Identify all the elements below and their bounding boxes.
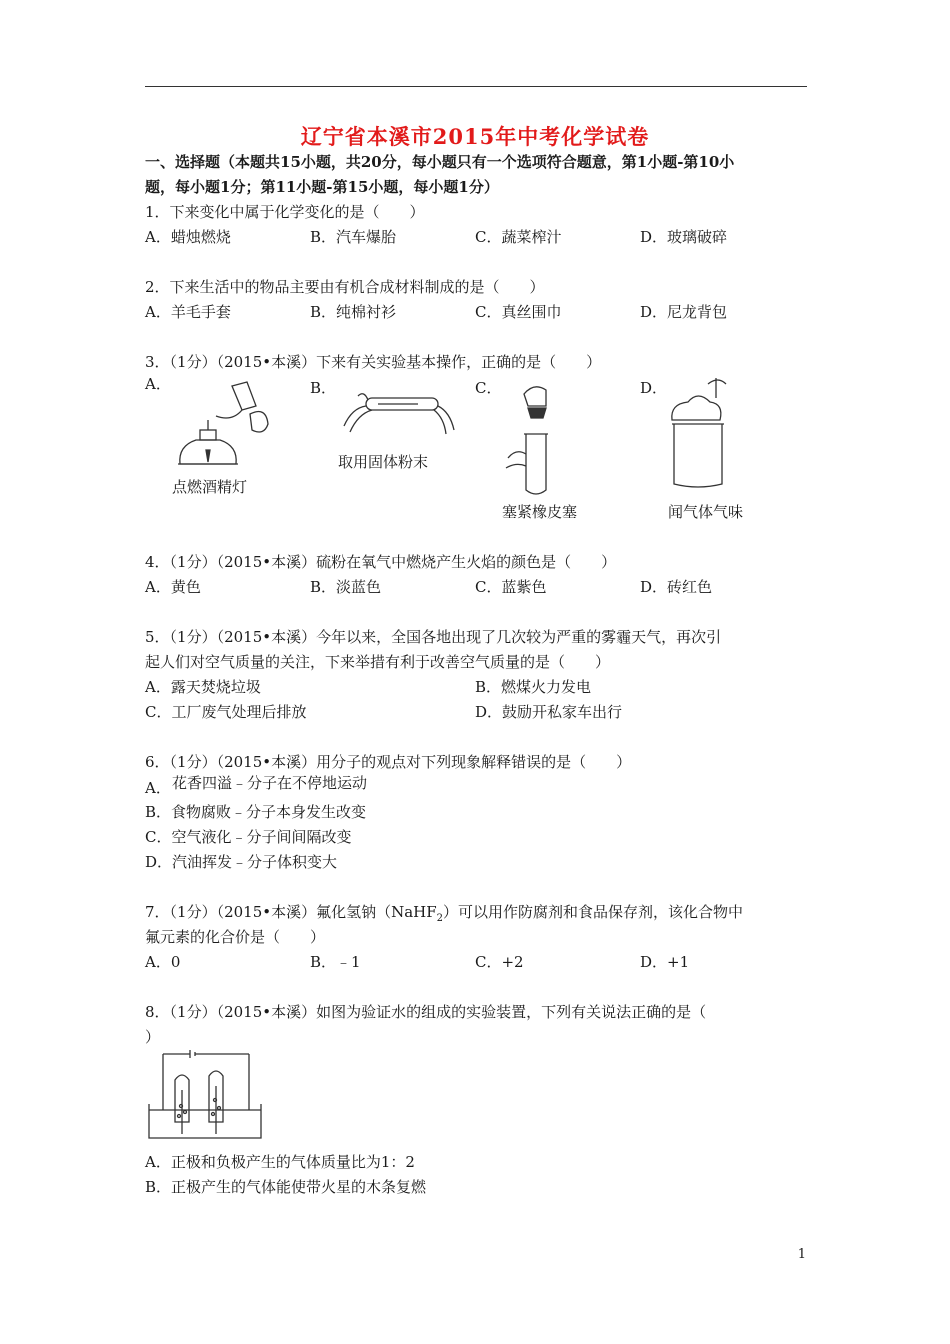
q7-stem-post: ）可以用作防腐剂和食品保存剂，该化合物中: [443, 903, 744, 921]
q6-option-a-label: A．: [145, 779, 171, 797]
q8-option-a: A．正极和负极产生的气体质量比为1：2: [145, 1153, 415, 1171]
q2-option-a: A．羊毛手套: [145, 303, 231, 321]
page-number: 1: [797, 1247, 806, 1262]
q5-option-a: A．露天焚烧垃圾: [145, 678, 261, 696]
q1-option-a: A．蜡烛燃烧: [145, 228, 231, 246]
q4-option-c: C．蓝紫色: [475, 578, 547, 596]
q8-option-b: B．正极产生的气体能使带火星的木条复燃: [145, 1178, 427, 1196]
alcohol-lamp-figure: [172, 376, 272, 471]
q4-stem: 4．（1分）（2015•本溪）硫粉在氧气中燃烧产生火焰的颜色是（ ）: [145, 553, 617, 571]
smell-gas-figure: [664, 374, 734, 494]
q5-stem-line1: 5．（1分）（2015•本溪）今年以来，全国各地出现了几次较为严重的雾霾天气，再次引: [145, 628, 722, 646]
q1-stem: 1．下来变化中属于化学变化的是（ ）: [145, 203, 425, 221]
q3-caption-a: 点燃酒精灯: [172, 478, 248, 496]
q3-option-a: A．: [145, 375, 171, 393]
q1-option-d: D．玻璃破碎: [640, 228, 728, 246]
q8-stem-line2: ）: [145, 1028, 161, 1046]
q7-option-c: C．+2: [475, 953, 524, 971]
q6-option-c: C．空气液化﹣分子间间隔改变: [145, 828, 352, 846]
q6-option-a-text: 花香四溢﹣分子在不停地运动: [172, 774, 368, 792]
q7-option-a: A．0: [145, 953, 181, 971]
q1-option-b: B．汽车爆胎: [310, 228, 397, 246]
q2-option-b: B．纯棉衬衫: [310, 303, 397, 321]
q3-option-b: B．: [310, 379, 337, 397]
q7-stem-pre: 7．（1分）（2015•本溪）氟化氢钠（NaHF: [145, 903, 437, 921]
q6-option-d: D．汽油挥发﹣分子体积变大: [145, 853, 338, 871]
q5-stem-line2: 起人们对空气质量的关注，下来举措有利于改善空气质量的是（ ）: [145, 653, 611, 671]
page-title: 辽宁省本溪市2015年中考化学试卷: [300, 124, 650, 149]
q3-option-c: C．: [475, 379, 502, 397]
q3-caption-d: 闻气体气味: [668, 503, 744, 521]
q5-option-d: D．鼓励开私家车出行: [475, 703, 623, 721]
q6-option-b: B．食物腐败﹣分子本身发生改变: [145, 803, 367, 821]
section-header-line1: 一、选择题（本题共15小题，共20分，每小题只有一个选项符合题意，第1小题-第10小: [145, 153, 735, 171]
q3-option-d: D．: [640, 379, 668, 397]
q4-option-b: B．淡蓝色: [310, 578, 382, 596]
q5-option-c: C．工厂废气处理后排放: [145, 703, 307, 721]
q1-option-c: C．蔬菜榨汁: [475, 228, 562, 246]
q7-subscript: 2: [436, 913, 444, 924]
q4-option-a: A．黄色: [145, 578, 201, 596]
header-rule: [145, 86, 807, 87]
rubber-stopper-figure: [502, 378, 572, 498]
q2-stem: 2．下来生活中的物品主要由有机合成材料制成的是（ ）: [145, 278, 545, 296]
q8-stem-line1: 8．（1分）（2015•本溪）如图为验证水的组成的实验装置，下列有关说法正确的是（: [145, 1003, 707, 1021]
q2-option-d: D．尼龙背包: [640, 303, 728, 321]
q4-option-d: D．砖红色: [640, 578, 713, 596]
q7-stem-line1: [145, 902, 743, 929]
q6-stem: 6．（1分）（2015•本溪）用分子的观点对下列现象解释错误的是（ ）: [145, 753, 632, 771]
q7-stem-line2: 氟元素的化合价是（ ）: [145, 928, 326, 946]
q7-option-d: D．+1: [640, 953, 690, 971]
section-header-line2: 题，每小题1分；第11小题-第15小题，每小题1分）: [145, 178, 499, 196]
powder-test-tube-figure: [338, 376, 458, 436]
q7-option-b: B．﹣1: [310, 953, 361, 971]
q3-caption-b: 取用固体粉末: [338, 453, 429, 471]
q3-stem: 3．（1分）（2015•本溪）下来有关实验基本操作，正确的是（ ）: [145, 353, 602, 371]
electrolysis-apparatus-figure: [145, 1050, 265, 1140]
q2-option-c: C．真丝围巾: [475, 303, 562, 321]
q3-caption-c: 塞紧橡皮塞: [502, 503, 578, 521]
q5-option-b: B．燃煤火力发电: [475, 678, 592, 696]
